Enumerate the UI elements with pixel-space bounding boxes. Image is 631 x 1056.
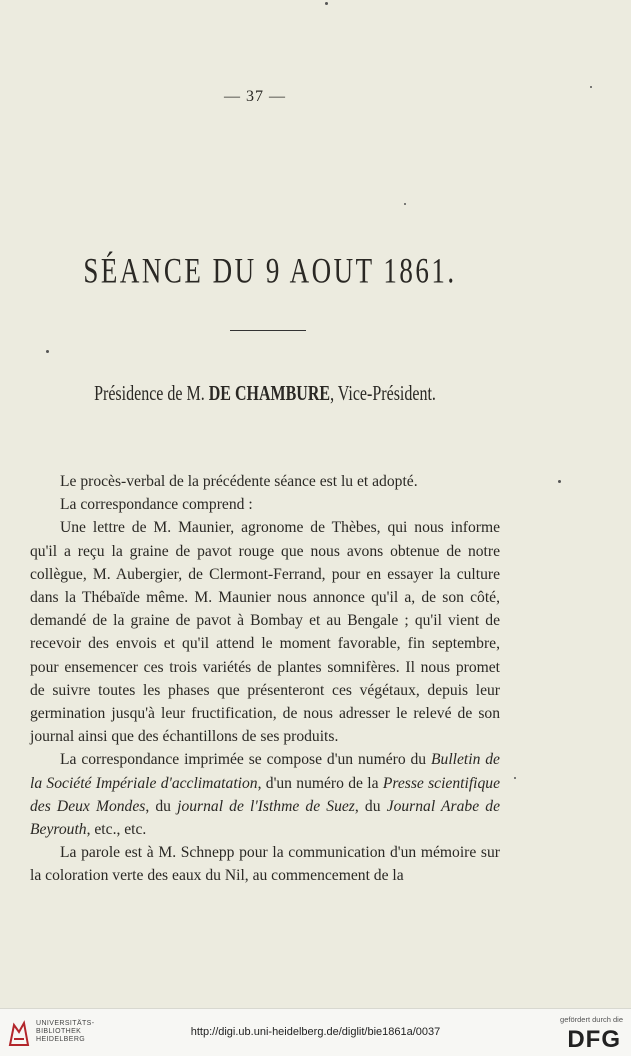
library-line: HEIDELBERG [36, 1036, 86, 1043]
title-divider [230, 330, 306, 331]
paragraph [30, 748, 500, 841]
library-line: BIBLIOTHEK [36, 1028, 82, 1035]
paper-speck [46, 350, 49, 353]
presidence-line [0, 383, 530, 406]
paragraph: La correspondance comprend : [60, 496, 253, 514]
text-run: La correspondance imprimée se compose d'un numéro du [60, 751, 431, 769]
paper-speck [514, 777, 516, 779]
paragraph: Une lettre de M. Maunier, agronome de Thèbes, qui nous informe qu'il a reçu la graine de pavot rouge que nous avons obtenue de notre collègue, M. Aubergier, de Clermont-Ferrand, pour en essayer la culture dans la Thébaïde même. M. Maunier nous annonce qu'il a, de son côté, demandé de la graine de pavot à Bombay et au Bengale ; qu'il vient de recevoir des envois et qu'il attend le moment favorable, fin septembre, pour ensemencer ces trois variétés de plantes somnifères. Il nous promet de suivre toutes les phases que présenteront ces végétaux, depuis leur germination jusqu'à leur fructification, de nous adresser le relevé de son journal ainsi que des échantillons de ses produits. [30, 519, 500, 746]
viewer-footer [0, 1008, 631, 1056]
session-title: SÉANCE DU 9 AOUT 1861. [83, 250, 457, 291]
italic-title: Journal Arabe de Beyrouth [30, 797, 500, 839]
funded-by-label: gefördert durch die [560, 1015, 623, 1024]
permalink[interactable]: http://digi.ub.uni-heidelberg.de/diglit/bie1861a/0037 [190, 1026, 441, 1038]
paper-speck [590, 86, 592, 88]
text-run: , etc., etc. [86, 821, 147, 839]
library-line: UNIVERSITÄTS- [36, 1020, 95, 1027]
italic-title: Bulletin de la Société Impériale d'acclimatation [30, 751, 500, 792]
paper-speck [325, 2, 328, 5]
italic-title: Presse scientifique des Deux Mondes [30, 774, 500, 815]
page-number: — 37 — [224, 88, 286, 105]
president-name: DE CHAMBURE [208, 383, 331, 406]
dfg-logo: DFG [567, 1026, 621, 1053]
body-text [30, 470, 500, 888]
paper-speck [404, 203, 406, 205]
text-run: , du [145, 797, 178, 815]
presidence-prefix: Présidence de M. [94, 383, 205, 406]
presidence-suffix: , Vice-Président. [330, 383, 436, 406]
text-run: , du [354, 797, 387, 815]
paragraph: Le procès-verbal de la précédente séance est lu et adopté. [60, 473, 418, 490]
italic-title: journal de l'Isthme de Suez [177, 797, 355, 815]
paragraph: La parole est à M. Schnepp pour la communication d'un mémoire sur la coloration verte des eaux du Nil, au commencement de la [30, 844, 500, 885]
paper-speck [558, 480, 561, 483]
text-run: , d'un numéro de la [257, 774, 383, 792]
